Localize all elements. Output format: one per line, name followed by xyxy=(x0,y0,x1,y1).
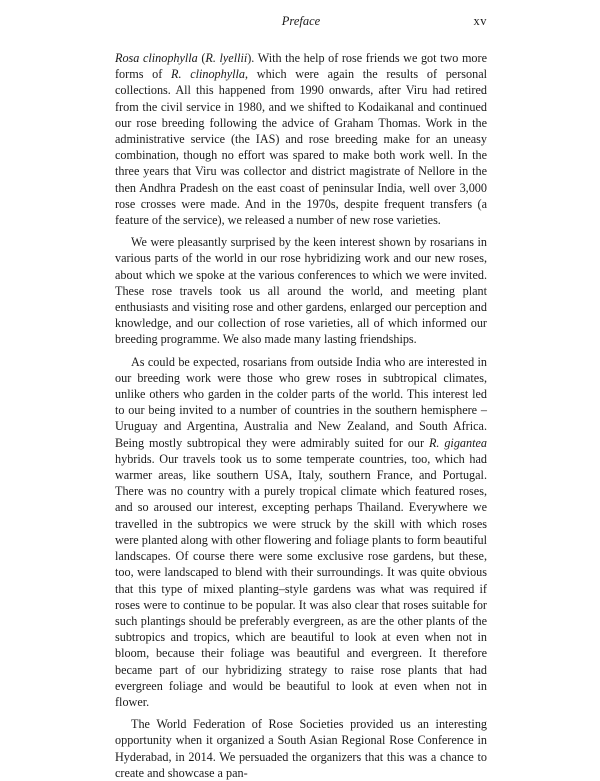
text-run: ( xyxy=(197,51,206,65)
paragraph-1 xyxy=(115,50,487,228)
italic-species-name: R. lyellii xyxy=(205,51,248,65)
italic-species-name: R. gigantea xyxy=(428,435,487,450)
page-number: xv xyxy=(473,14,487,28)
running-head xyxy=(115,14,487,32)
paragraph-4: The World Federation of Rose Societies provided us an interesting opportunity when it organized a South Asian Regional Rose Conference in Hyderabad, in 2014. We persuaded the organizers that this was a chance to create and showcase a pan- xyxy=(115,717,487,780)
italic-species-name: Rosa clinophylla xyxy=(115,51,198,65)
text-run: As could be expected, rosarians from outside India who are interested in our breeding work were those who grew roses in subtropical climates, unlike others who garden in the colder parts of the world. This interest led to our being invited to a number of countries in the southern hemisphere – Uruguay and Argentina, Australia and New Zealand, and South Africa. Being mostly subtropical they were admirably suited for our xyxy=(115,354,487,450)
paragraph-2: We were pleasantly surprised by the keen interest shown by rosarians in various parts of the world in our rose hybridizing work and our new roses, about which we spoke at the various conferences to which we were invited. These rose travels took us all around the world, and meeting plant enthusiasts and visiting rose and other gardens, enlarged our perception and knowledge, and our collection of rose varieties, all of which informed our breeding programme. We also made many lasting friendships. xyxy=(115,235,487,347)
body-text xyxy=(115,50,487,781)
paragraph-3 xyxy=(115,354,487,710)
text-run: hybrids. Our travels took us to some temperate countries, too, which had warmer areas, like southern USA, Italy, southern France, and Portugal. There was no country with a purely tropical climate which featured roses, and so aroused our interest, excepting perhaps Thailand. Everywhere we travelled in the subtropics we were struck by the skill with which roses were planted along with other flowering and foliage plants to form beautiful landscapes. Of course there were some exclusive rose gardens, but these, too, were landscaped to blend with their surroundings. It was quite obvious that this type of mixed planting–style gardens was what was required if roses were to continue to be popular. It was also clear that roses suitable for such plantings should be preferably evergreen, as are the other plants of the subtropics and tropics, which are beautiful to look at even when not in bloom, because their foliage was beautiful and evergreen. It therefore became part of our hybridizing strategy to raise rose plants that had evergreen foliage and would be beautiful to look at even when not in flower. xyxy=(115,451,487,709)
running-title: Preface xyxy=(281,14,321,28)
text-run: , which were again the results of personal collections. All this happened from 1990 onwards, after Viru had retired from the civil service in 1980, and we shifted to Kodaikanal and continued our rose breeding following the advice of Graham Thomas. Work in the administrative service (the IAS) and rose breeding make for an uneasy combination, though no effort was spared to make both work well. In the three years that Viru was collector and district magistrate of Nellore in the then Andhra Pradesh on the east coast of peninsular India, well over 3,000 rose crosses were made. And in the 1970s, despite frequent transfers (a feature of the service), we released a number of new rose varieties. xyxy=(115,67,487,228)
text-run: ). With the help of rose friends we got two more forms of xyxy=(115,51,487,82)
italic-species-name: R. clinophylla xyxy=(171,67,246,82)
